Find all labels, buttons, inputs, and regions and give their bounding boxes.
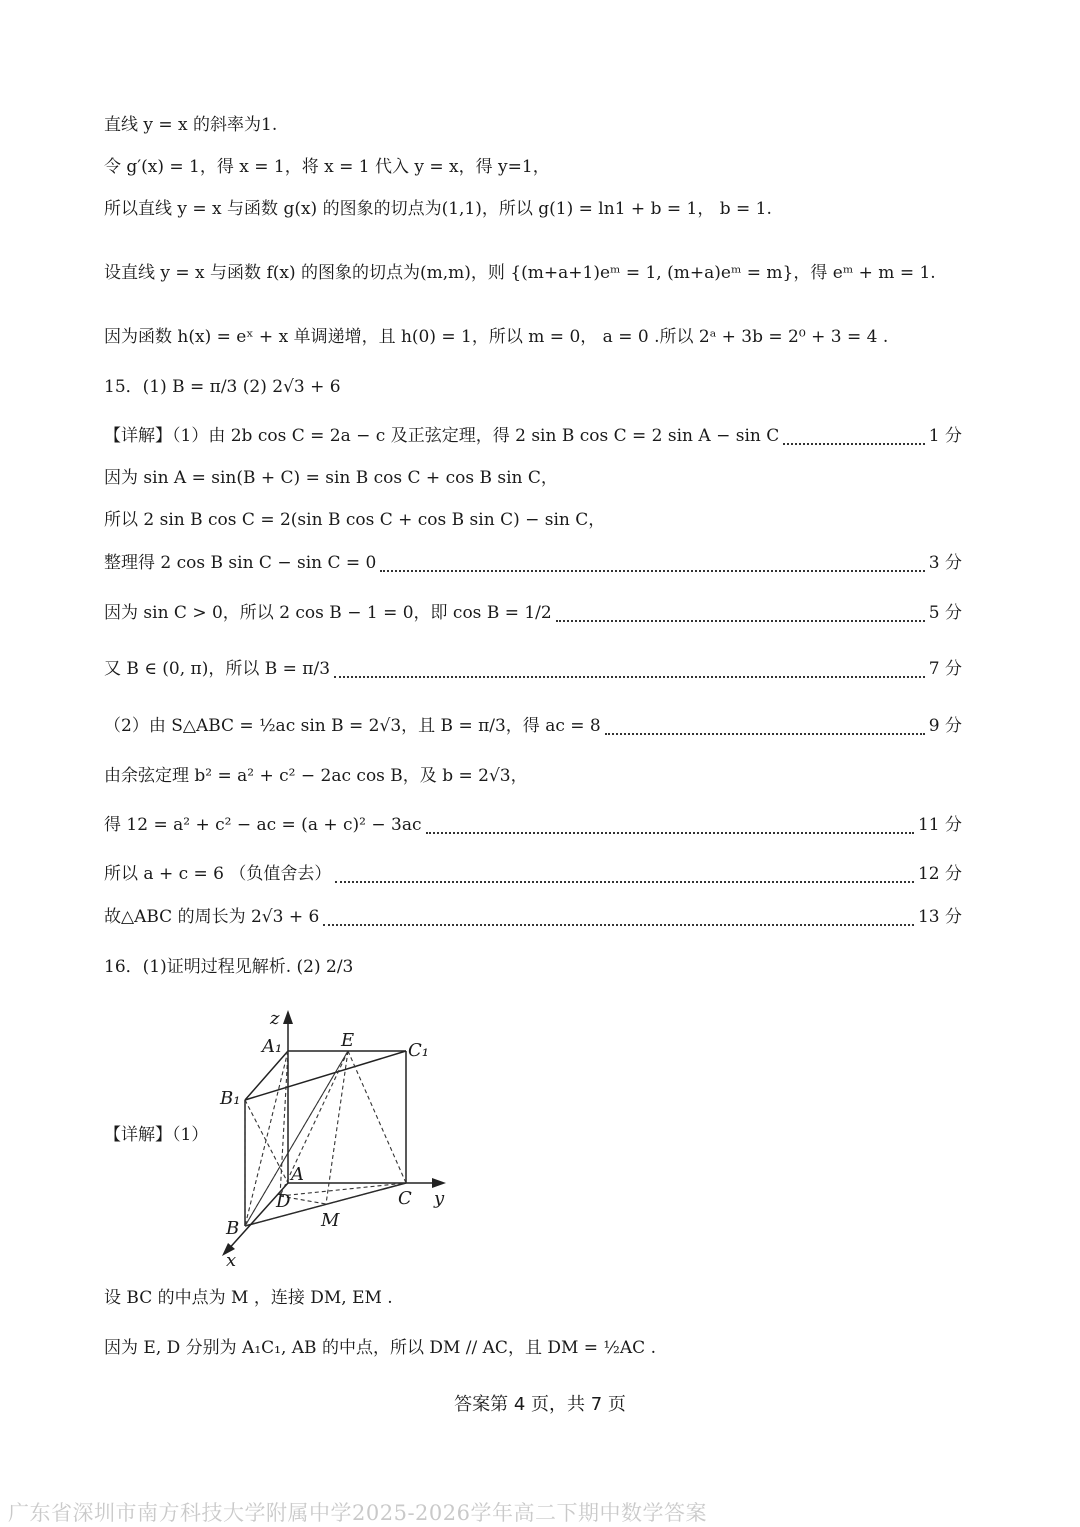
text-line: 所以直线 y = x 与函数 g(x) 的图象的切点为(1,1)，所以 g(1) = ln1 + b = 1， b = 1.: [104, 199, 772, 219]
z-arrow: [283, 1010, 293, 1024]
step-score: 9 分: [928, 716, 962, 736]
label-y: y: [434, 1188, 445, 1209]
edge-A1B1: [245, 1051, 288, 1100]
scored-step: [104, 713, 962, 739]
dot-leader: [334, 670, 925, 678]
text-line: 设直线 y = x 与函数 f(x) 的图象的切点为(m,m)，则 {(m+a+1)eᵐ = 1, (m+a)eᵐ = m}，得 eᵐ + m = 1.: [104, 263, 936, 283]
dot-leader: [380, 564, 924, 572]
text-line: 所以 2 sin B cos C = 2(sin B cos C + cos B sin C) − sin C，: [104, 510, 606, 530]
step-score: 1 分: [928, 426, 962, 446]
scored-step: [104, 550, 962, 576]
text-line: 直线 y = x 的斜率为1.: [104, 115, 278, 135]
text-line: 因为函数 h(x) = eˣ + x 单调递增，且 h(0) = 1，所以 m = 0， a = 0 .所以 2ᵃ + 3b = 2⁰ + 3 = 4 .: [104, 327, 889, 347]
detail-label: 【详解】（1）: [104, 1125, 209, 1145]
dot-leader: [323, 918, 914, 926]
y-arrow: [432, 1178, 446, 1188]
page-footer: 答案第 4 页，共 7 页: [454, 1394, 626, 1415]
label-C1: C₁: [408, 1040, 429, 1061]
scored-step: [104, 423, 962, 449]
scored-step: [104, 812, 962, 838]
dot-leader: [426, 826, 914, 834]
step-score: 5 分: [928, 603, 962, 623]
text-line: 令 g′(x) = 1，得 x = 1，将 x = 1 代入 y = x，得 y=1，: [104, 157, 550, 177]
step-score: 12 分: [917, 864, 962, 884]
step-text: 因为 sin C > 0，所以 2 cos B − 1 = 0，即 cos B = 1/2: [104, 603, 552, 623]
answer-16: 16．(1)证明过程见解析. (2) 2/3: [104, 957, 354, 977]
dot-leader: [335, 875, 914, 883]
step-score: 13 分: [917, 907, 962, 927]
step-text: 故△ABC 的周长为 2√3 + 6: [104, 907, 320, 927]
label-E: E: [341, 1030, 355, 1051]
text-line: 由余弦定理 b² = a² + c² − 2ac cos B，及 b = 2√3，: [104, 766, 528, 786]
prism-figure: [218, 1008, 458, 1270]
step-text: 【详解】（1）由 2b cos C = 2a − c 及正弦定理，得 2 sin B cos C = 2 sin A − sin C: [104, 426, 780, 446]
step-score: 7 分: [928, 659, 962, 679]
label-x: x: [226, 1250, 237, 1270]
step-score: 11 分: [917, 815, 962, 835]
label-M: M: [321, 1210, 340, 1231]
watermark: 广东省深圳市南方科技大学附属中学2025-2026学年高二下期中数学答案: [8, 1501, 707, 1525]
step-text: （2）由 S△ABC = ½ac sin B = 2√3，且 B = π/3，得 ac = 8: [104, 716, 601, 736]
label-A1: A₁: [262, 1036, 283, 1057]
step-text: 所以 a + c = 6 （负值舍去）: [104, 864, 332, 884]
dot-leader: [556, 614, 925, 622]
step-text: 又 B ∈ (0, π)，所以 B = π/3: [104, 659, 331, 679]
step-score: 3 分: [928, 553, 962, 573]
answer-15: 15．(1) B = π/3 (2) 2√3 + 6: [104, 377, 341, 397]
text-line: 因为 sin A = sin(B + C) = sin B cos C + cos B sin C，: [104, 468, 558, 488]
label-z: z: [270, 1008, 280, 1029]
text-line: 设 BC 的中点为 M ，连接 DM, EM .: [104, 1288, 393, 1308]
dot-leader: [783, 437, 925, 445]
scored-step: [104, 904, 962, 930]
step-text: 整理得 2 cos B sin C − sin C = 0: [104, 553, 377, 573]
label-C: C: [398, 1188, 412, 1209]
label-A: A: [291, 1164, 304, 1185]
label-D: D: [276, 1191, 291, 1212]
text-line: 因为 E, D 分别为 A₁C₁, AB 的中点，所以 DM // AC，且 DM = ½AC .: [104, 1338, 657, 1358]
scored-step: [104, 656, 962, 682]
scored-step: [104, 600, 962, 626]
edge-B1C1: [245, 1051, 406, 1100]
step-text: 得 12 = a² + c² − ac = (a + c)² − 3ac: [104, 815, 422, 835]
dot-leader: [605, 727, 925, 735]
label-B1: B₁: [220, 1088, 241, 1109]
scored-step: [104, 861, 962, 887]
label-B: B: [226, 1218, 240, 1239]
